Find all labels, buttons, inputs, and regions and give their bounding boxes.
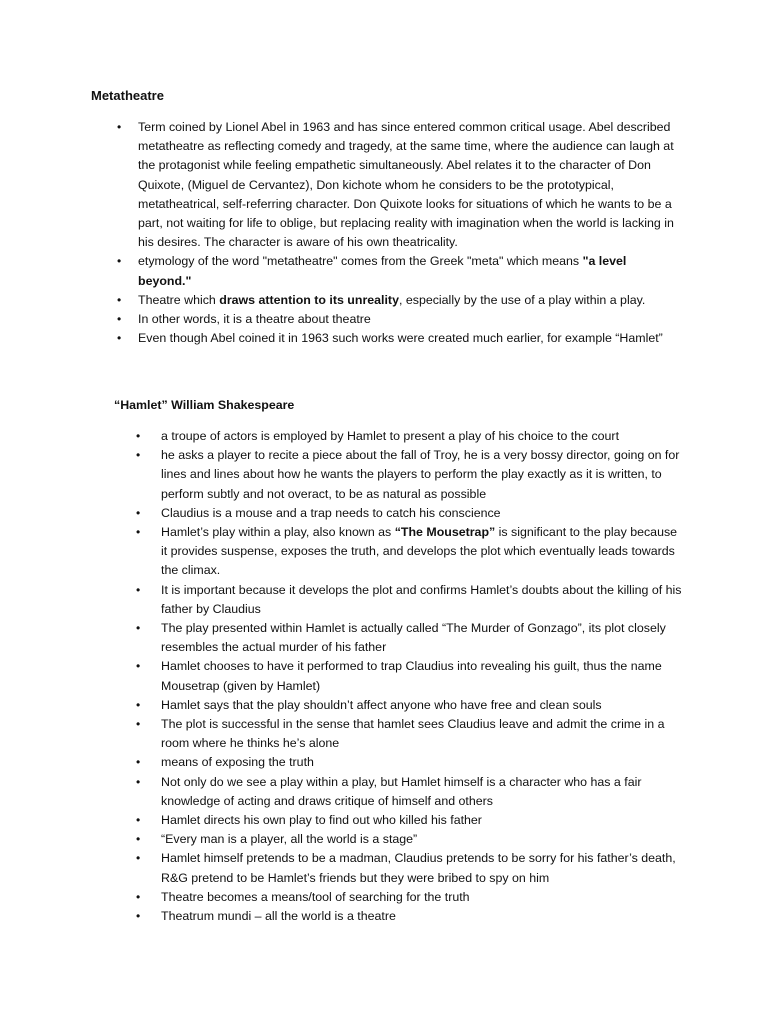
list-item [136,523,683,581]
bullet-icon: • [136,448,141,463]
text-segment: “Every man is a player, all the world is a stage” [161,832,418,847]
list-item [117,252,678,290]
bullet-icon: • [117,292,122,307]
bullet-icon: • [136,505,141,520]
text-segment: Hamlet directs his own play to find out who killed his father [161,813,482,828]
list-item [136,811,683,830]
text-segment: is significant to the play because it provides suspense, exposes the truth, and develops the plot which eventually leads towards the climax. [161,525,678,578]
bullet-icon: • [136,774,141,789]
document-title: Metatheatre [91,88,164,103]
text-segment: Claudius is a mouse and a trap needs to catch his conscience [161,505,501,520]
bold-text: "a level beyond." [138,254,627,288]
bullet-icon: • [117,331,122,346]
bullet-icon: • [136,582,141,597]
hamlet-bullet-list [136,427,683,926]
bullet-icon: • [136,851,141,866]
text-segment: Hamlet’s play within a play, also known as [161,525,395,540]
text-segment: Term coined by Lionel Abel in 1963 and has since entered common critical usage. Abel described metatheatre as reflecting comedy and tragedy, at the same time, where the audience can laugh at the protagonist while feeling empathetic simultaneously. Abel relates it to the character of Don Quixote, (Miguel de Cervantez), Don kichote whom he considers to be the prototypical, metatheatrical, self-referring character. Don Quixote looks for situations of which he wants to be a part, not waiting for life to oblige, but replacing reality with imagination when the world is lacking in his desires. The character is aware of his own theatricality. [138,120,674,250]
bullet-icon: • [117,254,122,269]
bullet-icon: • [136,697,141,712]
text-segment: Hamlet himself pretends to be a madman, Claudius pretends to be sorry for his father’s death, R&G pretend to be Hamlet’s friends but they were bribed to spy on him [161,851,676,885]
bullet-icon: • [136,429,141,443]
bullet-icon: • [136,832,141,847]
metatheatre-bullet-list [117,118,678,348]
text-segment: Theatrum mundi – all the world is a theatre [161,909,396,924]
list-item [136,715,683,753]
bullet-icon: • [136,659,141,674]
list-item [117,291,678,310]
bullet-icon: • [117,120,122,134]
bullet-icon: • [136,717,141,732]
list-item [136,427,683,446]
list-item [136,581,683,619]
bullet-icon: • [136,909,141,924]
bullet-icon: • [136,755,141,770]
bullet-icon: • [136,889,141,904]
text-segment: In other words, it is a theatre about theatre [138,312,371,327]
text-segment: Hamlet chooses to have it performed to trap Claudius into revealing his guilt, thus the name Mousetrap (given by Hamlet) [161,659,662,693]
text-segment: he asks a player to recite a piece about the fall of Troy, he is a very bossy director, going on for lines and lines about how he wants the players to perform the play exactly as it is written, to perform subtly and not overact, to be as natural as possible [161,448,680,501]
text-segment: Theatre becomes a means/tool of searching for the truth [161,889,470,904]
list-item [136,907,683,926]
text-segment: a troupe of actors is employed by Hamlet to present a play of his choice to the court [161,429,620,443]
bullet-icon: • [136,525,141,540]
list-item [136,446,683,504]
text-segment: Even though Abel coined it in 1963 such works were created much earlier, for example “Hamlet” [138,331,663,346]
list-item [136,753,683,772]
bold-text: draws attention to its unreality [219,292,399,307]
list-item [136,849,683,887]
text-segment: , especially by the use of a play within a play. [398,292,646,307]
hamlet-section-heading: “Hamlet” William Shakespeare [114,398,295,412]
list-item [136,619,683,657]
text-segment: It is important because it develops the plot and confirms Hamlet’s doubts about the killing of his father by Claudius [161,582,682,616]
list-item [136,657,683,695]
list-item [117,329,678,348]
list-item [136,504,683,523]
bullet-icon: • [136,813,141,828]
text-segment: etymology of the word "metatheatre" comes from the Greek "meta" which means [138,254,583,269]
text-segment: Hamlet says that the play shouldn’t affect anyone who have free and clean souls [161,697,602,712]
list-item [117,310,678,329]
list-item [136,830,683,849]
bullet-icon: • [117,312,122,327]
list-item [136,696,683,715]
text-segment: Theatre which [138,292,220,307]
bold-text: “The Mousetrap” [394,525,496,540]
text-segment: The plot is successful in the sense that hamlet sees Claudius leave and admit the crime in a room where he thinks he’s alone [161,717,665,751]
list-item [136,888,683,907]
list-item [136,773,683,811]
bullet-icon: • [136,621,141,636]
text-segment: The play presented within Hamlet is actually called “The Murder of Gonzago”, its plot closely resembles the actual murder of his father [161,621,666,655]
list-item [117,118,678,252]
text-segment: means of exposing the truth [161,755,314,770]
text-segment: Not only do we see a play within a play, but Hamlet himself is a character who has a fair knowledge of acting and draws critique of himself and others [161,774,642,808]
